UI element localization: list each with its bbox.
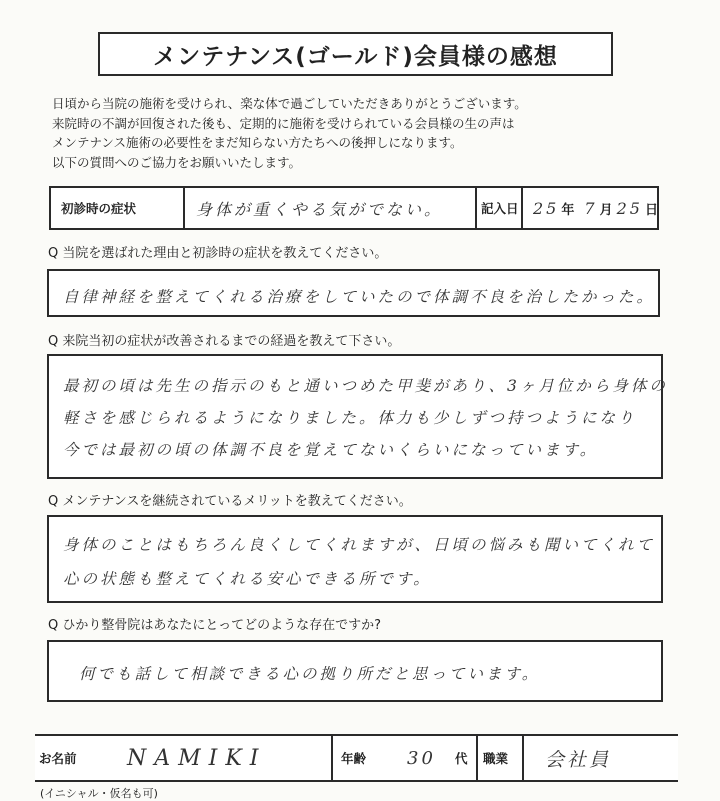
question-3: Q メンテナンスを継続されているメリットを教えてください。 bbox=[48, 494, 412, 509]
question-2: Q 来院当初の症状が改善されるまでの経過を教えて下さい。 bbox=[48, 334, 401, 349]
answer-1-box[interactable] bbox=[47, 269, 660, 317]
divider bbox=[183, 188, 185, 228]
month-unit: 月 bbox=[599, 202, 613, 218]
answer-2-line: 最初の頃は先生の指示のもと通いつめた甲斐があり、3ヶ月位から身体の bbox=[63, 377, 668, 395]
job-label: 職業 bbox=[483, 751, 509, 766]
intro-text bbox=[52, 94, 692, 172]
date-value[interactable] bbox=[533, 188, 658, 228]
question-1: Q 当院を選ばれた理由と初診時の症状を教えてください。 bbox=[48, 246, 388, 261]
date-day: 25 bbox=[616, 198, 643, 218]
answer-3-line: 身体のことはもちろん良くしてくれますが、日頃の悩みも聞いてくれて bbox=[63, 536, 656, 554]
answer-2-line: 今では最初の頃の体調不良を覚えてないくらいになっています。 bbox=[63, 441, 599, 459]
answer-2-box[interactable] bbox=[47, 354, 668, 479]
footer-row bbox=[35, 734, 678, 782]
answer-3-line: 心の状態も整えてくれる安心できる所です。 bbox=[63, 570, 432, 588]
date-label: 記入日 bbox=[481, 201, 519, 216]
day-unit: 日 bbox=[644, 202, 658, 218]
divider bbox=[522, 736, 524, 780]
question-4: Q ひかり整骨院はあなたにとってどのような存在ですか? bbox=[48, 618, 382, 633]
intro-line: 来院時の不調が回復された後も、定期的に施術を受けられている会員様の生の声は bbox=[52, 115, 515, 131]
job-value[interactable]: 会社員 bbox=[545, 748, 612, 771]
answer-1-line: 自律神経を整えてくれる治療をしていたので体調不良を治したかった。 bbox=[63, 288, 656, 306]
age-label: 年齢 bbox=[341, 751, 367, 766]
date-month: 7 bbox=[584, 198, 598, 218]
name-label: お名前 bbox=[39, 751, 77, 766]
answer-2-line: 軽さを感じられるようになりました。体力も少しずつ持つようになり bbox=[63, 409, 637, 427]
date-year: 25 bbox=[533, 198, 560, 218]
symptom-value[interactable]: 身体が重くやる気がでない。 bbox=[196, 199, 444, 219]
answer-3-box[interactable] bbox=[47, 515, 663, 603]
intro-line: メンテナンス施術の必要性をまだ知らない方たちへの後押しになります。 bbox=[52, 135, 463, 150]
symptom-row bbox=[49, 186, 659, 230]
divider bbox=[521, 188, 523, 228]
divider bbox=[331, 736, 333, 780]
name-note: (イニシャル・仮名も可) bbox=[40, 787, 158, 800]
intro-line: 日頃から当院の施術を受けられ、楽な体で過ごしていただきありがとうございます。 bbox=[52, 96, 527, 111]
form-title: メンテナンス(ゴールド)会員様の感想 bbox=[98, 32, 613, 76]
answer-4-line: 何でも話して相談できる心の拠り所だと思っています。 bbox=[79, 665, 541, 683]
divider bbox=[475, 188, 477, 228]
age-value[interactable]: 30 bbox=[407, 747, 436, 769]
intro-line: 以下の質問へのご協力をお願いいたします。 bbox=[52, 154, 302, 170]
name-value[interactable]: NAMIKI bbox=[127, 745, 267, 771]
divider bbox=[476, 736, 478, 780]
symptom-label: 初診時の症状 bbox=[61, 201, 137, 216]
answer-4-box[interactable] bbox=[47, 640, 663, 702]
age-unit: 代 bbox=[455, 751, 468, 766]
year-unit: 年 bbox=[561, 202, 575, 218]
